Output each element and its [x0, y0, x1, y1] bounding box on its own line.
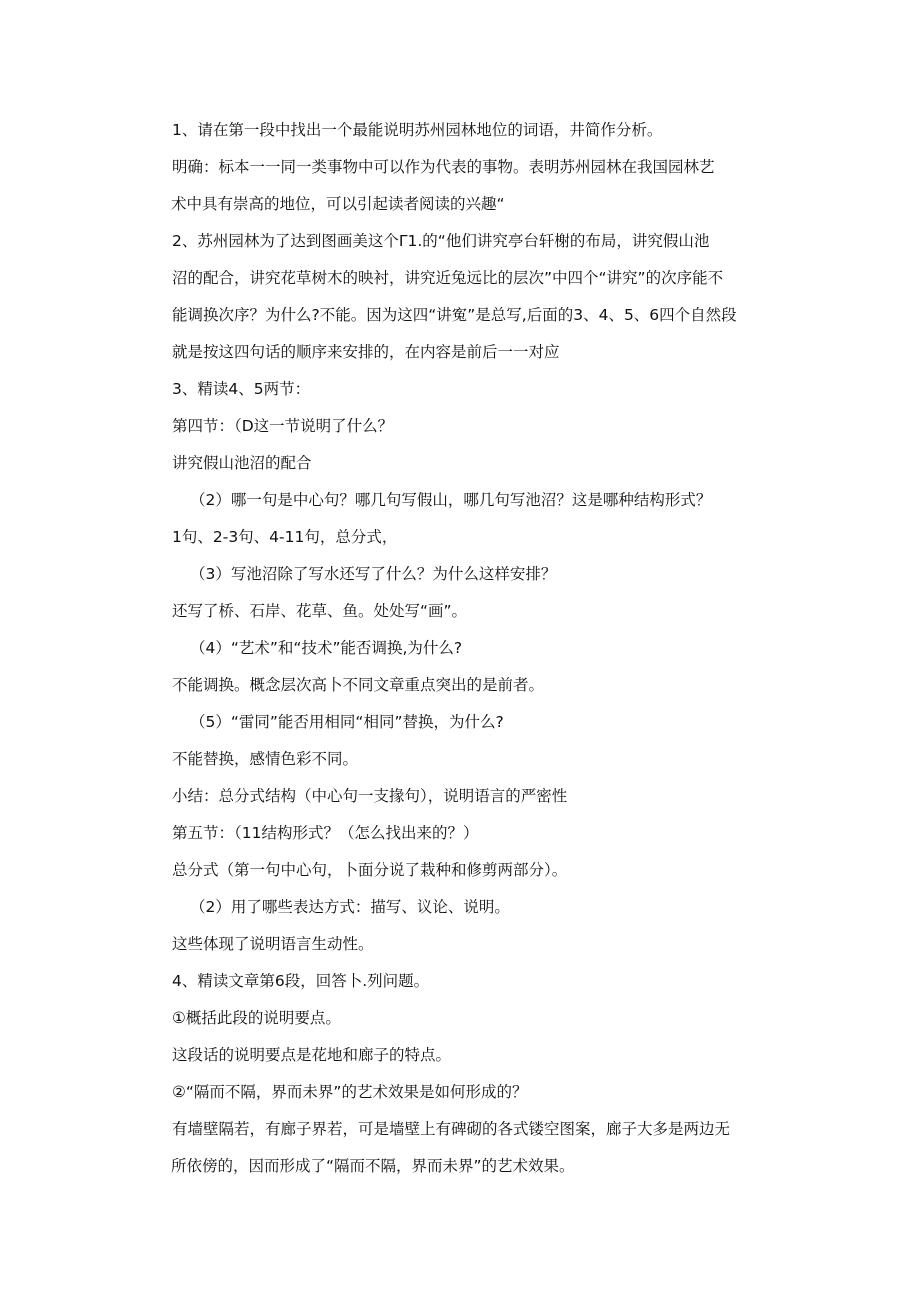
section-5-answer-1: 总分式（第一句中心句，卜面分说了栽种和修剪两部分）。 [172, 861, 568, 879]
question-4-sub-1: ①概括此段的说明要点。 [172, 1009, 341, 1027]
section-5-answer-2: 这些体现了说明语言生动性。 [172, 935, 374, 953]
section-4-question-2: （2）哪一句是中心句？哪几句写假山，哪几句写池沼？这是哪种结构形式？ [190, 491, 712, 509]
question-2-line-3: 能调换次序？为什么?不能。因为这四“讲寃”是总写,后面的3、4、5、6四个自然段 [172, 306, 737, 324]
section-5-question-2: （2）用了哪些表达方式：描写、议论、说明。 [190, 898, 510, 916]
section-4-answer-2: 1句、2-3句、4-11句，总分式， [172, 528, 398, 546]
section-4-question-3: （3）写池沼除了写水还写了什么？为什么这样安排？ [190, 565, 557, 583]
question-1: 1、请在第一段中找出一个最能说明苏州园林地位的词语，井简作分析。 [172, 121, 663, 139]
question-3: 3、精读4、5两节： [172, 380, 311, 398]
section-5-heading: 第五节：（11结构形式？（怎么找出来的？） [172, 824, 479, 842]
question-2-line-2: 沼的配合，讲究花草树木的映衬，讲究近兔远比的层次”中四个“讲究”的次序能不 [172, 269, 724, 287]
question-4-sub-2: ②“隔而不隔，界而未界”的艺术效果是如何形成的？ [172, 1083, 528, 1101]
answer-1-line-1: 明确：标本一一同一类事物中可以作为代表的事物。表明苏州园林在我国园林艺 [172, 158, 715, 176]
section-4-question-4: （4）“艺术”和“技术”能否调换,为什么? [190, 639, 463, 657]
section-4-answer-5: 不能替换，感情色彩不同。 [172, 750, 359, 768]
section-4-answer-1: 讲究假山池沼的配合 [172, 454, 312, 472]
section-4-heading: 第四节：（D这一节说明了什么？ [172, 417, 394, 435]
question-4-answer-1: 这段话的说明要点是花地和廊子的特点。 [172, 1046, 452, 1064]
question-4: 4、精读文章第6段，回答卜.列问题。 [172, 972, 430, 990]
answer-1-line-2: 术中具有崇高的地位，可以引起读者阅读的兴趣“ [171, 195, 505, 213]
question-4-answer-2-line-1: 有墙壁隔若，有廊子界若，可是墙壁上有碑砌的各式镂空图案，廊子大多是两边无 [172, 1120, 731, 1138]
section-4-answer-3: 还写了桥、石岸、花草、鱼。处处写“画”。 [172, 602, 468, 620]
document-body [172, 112, 772, 1185]
question-2-line-4: 就是按这四句话的顺序来安排的，在内容是前后一一对应 [172, 343, 560, 361]
question-4-answer-2-line-2: 所依傍的，因而形成了“隔而不隔，界而未界”的艺术效果。 [171, 1157, 575, 1175]
section-4-answer-4: 不能调换。概念层次高卜不同文章重点突出的是前者。 [172, 676, 545, 694]
section-4-summary: 小结：总分式结构（中心句一支掾句），说明语言的严密性 [172, 787, 568, 805]
question-2-line-1: 2、苏州园林为了达到图画美这个Γ1.的“他们讲究亭台轩榭的布局，讲究假山池 [172, 232, 710, 250]
section-4-question-5: （5）“雷同”能否用相同“相同”替换，为什么? [190, 713, 504, 731]
